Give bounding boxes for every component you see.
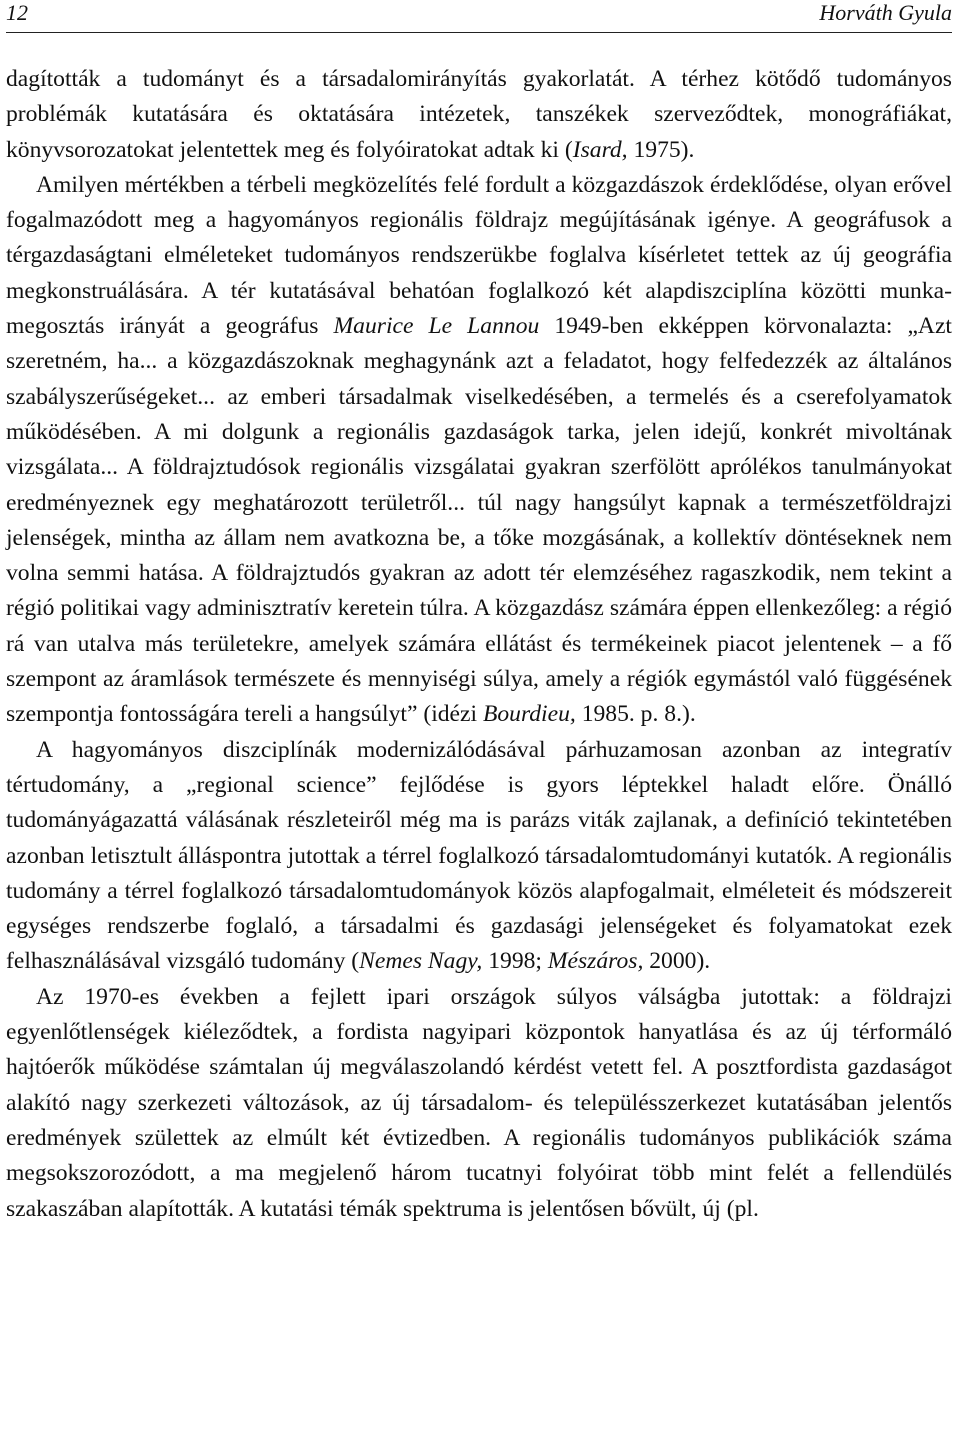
paragraph: [6, 733, 952, 980]
citation-name: Nemes Nagy,: [359, 948, 483, 975]
paragraph-text: dagították a tudományt és a társadalomirányítás gyakorlatát. A térhez kötődő tudományos problémák kutatására és oktatására intézetek, tanszékek szerveződtek, monográfiákat, könyvsorozatokat jelentettek meg és folyóiratokat adtak ki (: [6, 66, 952, 163]
paragraph-text: Az 1970-es években a fejlett ipari országok súlyos válságba jutottak: a földrajzi egyenlőtlenségek kiéleződtek, a fordista nagyipari központok hanyatlása és az új térformáló hajtóerők működése számtalan új megválaszolandó kérdést vetett fel. A posztfordista gazdaságot alakító nagy szerkezeti változások, az új társadalom- és településszerkezet kutatásában jelentős eredmények születtek az elmúlt két évtizedben. A regionális tudományos publikációk száma megsokszorozódott, a ma megjelenő három tucatnyi folyóirat több mint felét a fellendülés szakaszában alapították. A kutatási témák spektruma is jelentősen bővült, új (pl.: [6, 983, 952, 1222]
body-text: [6, 62, 952, 1227]
paragraph-text: 1975).: [627, 136, 695, 163]
paragraph: [6, 980, 952, 1227]
page-header: [6, 0, 952, 33]
paragraph-text: 1985. p. 8.).: [575, 701, 696, 728]
citation-name: Mészáros,: [547, 948, 644, 975]
paragraph-text: 1949-ben ekképpen körvonalazta: „Azt szeretném, ha... a közgazdászoknak meghagynánk azt a feladatot, hogy felfedezzék az általános szabályszerűségeket... az emberi társadalmak viselkedésében, a termelés és a cserefolyamatok működésében. A mi dolgunk a regionális gazdaságok tarka, jelen idejű, konkrét mivoltának vizsgálata... A földrajztudósok regionális vizsgálatai gyakran szerfölött aprólékos tanulmányokat eredményeznek egy meghatározott területről... túl nagy hangsúlyt kapnak a természetföldrajzi jelenségek, mintha az állam nem avatkozna be, a tőke mozgásának, a kollektív döntéseknek nem volna semmi hatása. A földrajztudós gyakran az adott tér elemzéséhez ragaszkodik, nem tekint a régió politikai vagy adminisztratív keretein túlra. A közgazdász számára éppen ellenkezőleg: a régió rá van utalva más területekre, amelyek számára ellátást és termékeinek piacot jelentenek – a fő szempont az áramlások természete és mennyiségi súlya, amely a régiók egymástól való függésének szempontja fontosságára tereli a hangsúlyt” (idézi: [6, 313, 952, 728]
citation-name: Isard,: [572, 136, 628, 163]
citation-name: Bourdieu,: [482, 701, 576, 728]
paragraph: [6, 62, 952, 168]
paragraph-text: 1998;: [482, 948, 548, 975]
paragraph: [6, 168, 952, 733]
paragraph-text: Amilyen mértékben a térbeli megközelítés felé fordult a közgazdászok érdeklődése, olyan erővel fogalmazódott meg a hagyományos regionális földrajz megújításának igénye. A geográfusok a térgazdaságtani elméleteket tudományos rendszerükbe foglalva kísérletet tettek az új geográfia megkonstruálására. A tér kutatásával behatóan foglalkozó két alapdiszciplína közötti munkamegosztás irányát a geográfus: [6, 171, 952, 340]
citation-name: Maurice Le Lannou: [333, 313, 540, 340]
paragraph-text: A hagyományos diszciplínák modernizálódásával párhuzamosan azonban az integratív tértudomány, a „regional science” fejlődése is gyors léptekkel haladt előre. Önálló tudományágazattá válásának részleteiről még ma is parázs viták zajlanak, a definíció tekintetében azonban letisztult álláspontra jutottak a térrel foglalkozó társadalomtudományi kutatók. A regionális tudomány a térrel foglalkozó társadalomtudományok közös alapfogalmait, elméleteit és módszereit egységes rendszerbe foglaló, a társadalmi és gazdasági jelenségeket és folyamatokat ezek felhasználásával vizsgáló tudomány (: [6, 736, 952, 975]
paragraph-text: 2000).: [643, 948, 711, 975]
page-number: 12: [6, 0, 28, 25]
running-head-author: Horváth Gyula: [819, 0, 952, 25]
